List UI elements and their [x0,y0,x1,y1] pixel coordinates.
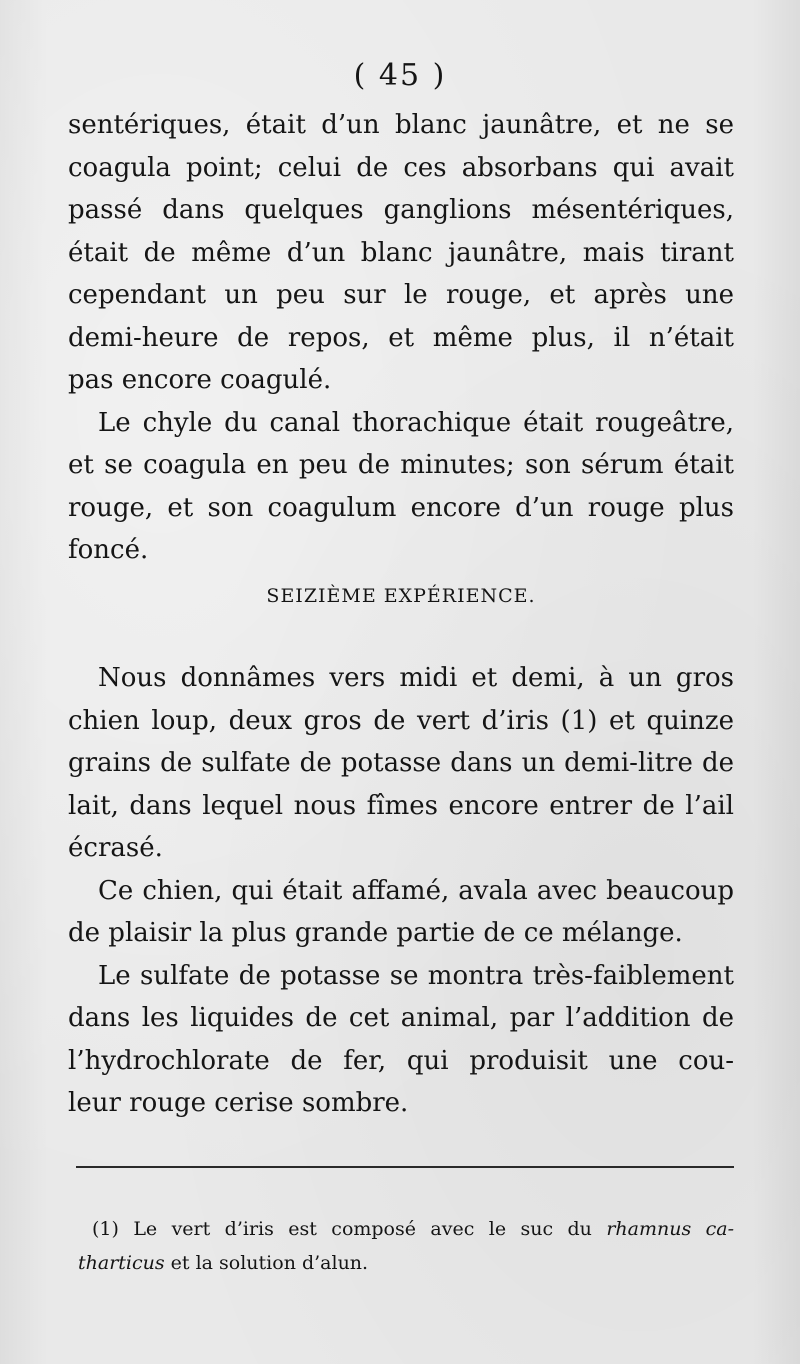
text-line: Le chyle du canal thorachique était rougeâtre, [98,407,734,438]
text-line: foncé. [68,535,149,565]
text-line: leur rouge cerise sombre. [68,1088,409,1118]
text-line: pas encore coagulé. [68,365,332,395]
footnote-species-name: rhamnus ca- [606,1218,734,1240]
paragraph-sulfate [68,955,734,1125]
text-line: grains de sulfate de potasse dans un demi-litre de [68,748,734,778]
footnote-line [92,1212,734,1246]
footnote-line [78,1246,734,1280]
text-line: écrasé. [68,833,163,863]
footnote-text: (1) Le vert d’iris est composé avec le suc du [92,1218,592,1240]
text-line: lait, dans lequel nous fîmes encore entrer de l’ail [68,790,734,821]
paragraph-chyle [68,402,734,572]
text-line: de plaisir la plus grande partie de ce mélange. [68,918,683,948]
text-line: rouge, et son coagulum encore d’un rouge plus [68,492,734,523]
footnote [78,1212,734,1280]
section-heading: SEIZIÈME EXPÉRIENCE. [266,584,536,607]
text-line: dans les liquides de cet animal, par l’addition de [68,1003,734,1033]
footnote-species-name: tharticus [78,1252,165,1274]
footnote-rule [76,1166,734,1168]
text-line: sentériques, était d’un blanc jaunâtre, et ne se [68,110,734,140]
text-line: passé dans quelques ganglions mésentériques, [68,195,734,225]
text-line: coagula point; celui de ces absorbans qui avait [68,152,734,183]
paragraph-dog [68,870,734,955]
paragraph-experiment [68,657,734,870]
text-line: et se coagula en peu de minutes; son sérum était [68,450,734,480]
footnote-text: et la solution d’alun. [170,1252,369,1274]
text-line: cependant un peu sur le rouge, et après une [68,280,734,310]
text-line: était de même d’un blanc jaunâtre, mais tirant [68,237,734,268]
text-line: l’hydrochlorate de fer, qui produisit une cou- [68,1045,734,1076]
text-line: chien loup, deux gros de vert d’iris (1) et quinze [68,705,734,736]
text-line: Le sulfate de potasse se montra très-faiblement [98,960,734,991]
text-line: demi-heure de repos, et même plus, il n’était [68,322,734,353]
text-line: Nous donnâmes vers midi et demi, à un gros [98,663,734,693]
body-text [68,104,734,1125]
text-line: Ce chien, qui était affamé, avala avec beaucoup [98,875,734,906]
paragraph-continuation [68,104,734,402]
page-number: ( 45 ) [353,58,447,93]
